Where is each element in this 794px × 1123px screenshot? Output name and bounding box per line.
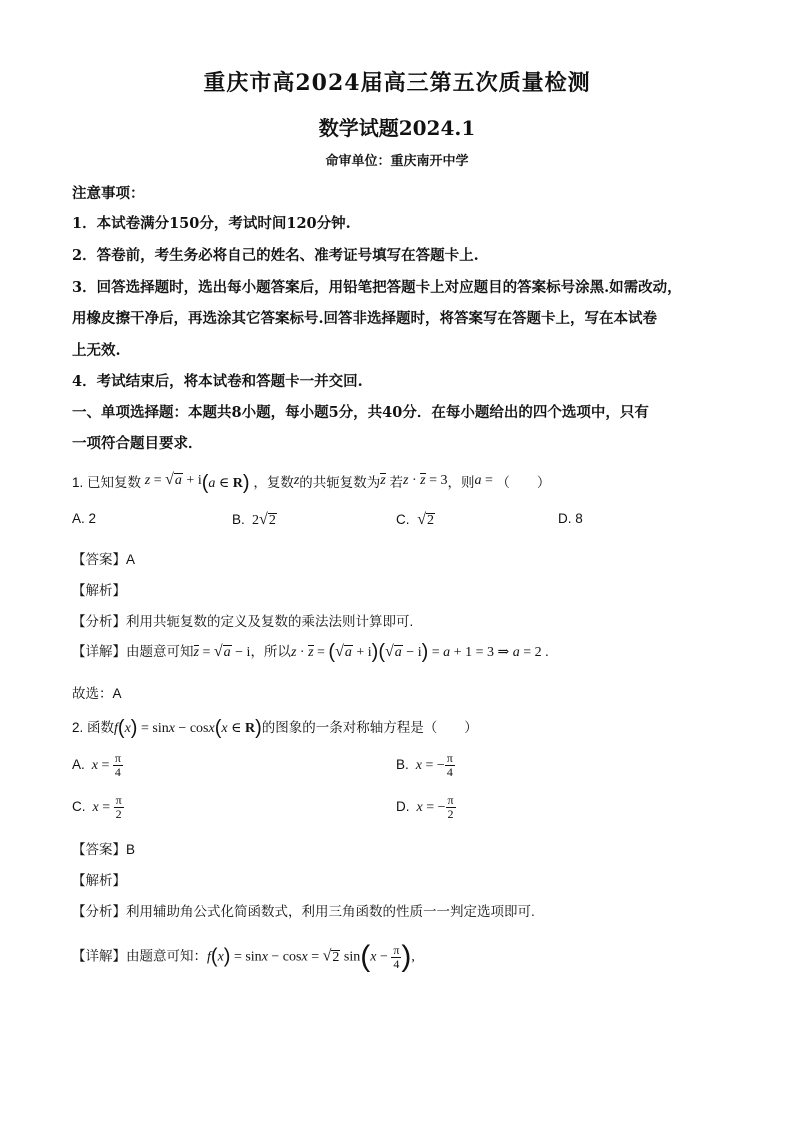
q2-detail: 【详解】由题意可知：f(x) = sinx − cosx = √2 sin(x − $\frac{\pi}{4}$ ),	[72, 940, 415, 973]
exam-author: 命审单位：重庆南开中学	[325, 154, 469, 169]
notice-item-3-end: 上无效.	[72, 342, 121, 359]
q1-detail: 【详解】由题意可知z = √a − i，所以z · z = (√a + i)(√a − i) = a + 1 = 3 ⇒ a = 2 .	[72, 640, 549, 663]
q1-option-d: D. 8	[558, 511, 583, 526]
q1-option-a: A. 2	[72, 511, 97, 526]
q1-fenxi: 【分析】利用共轭复数的定义及复数的乘法法则计算即可.	[72, 614, 414, 629]
q2-fenxi: 【分析】利用辅助角公式化简函数式，利用三角函数的性质一一判定选项即可.	[72, 904, 535, 919]
q1-stem: 1. 已知复数 z = √a + i(a ∈ R) ，复数z的共轭复数为z 若z · z = 3，则a = （ ）	[72, 471, 551, 494]
q1-analysis-label: 【解析】	[72, 583, 126, 598]
q2-stem: 2. 函数f(x) = sinx − cosx(x ∈ R)的图象的一条对称轴方程是（ ）	[72, 716, 478, 739]
q2-option-b: B. x = − $\frac{\pi}{4}$	[396, 751, 453, 779]
notice-item-1: 1．本试卷满分150分，考试时间120分钟.	[72, 215, 351, 232]
notice-heading: 注意事项：	[72, 185, 145, 202]
notice-item-2: 2．答卷前，考生务必将自己的姓名、准考证号填写在答题卡上.	[72, 247, 479, 264]
notice-item-3-cont: 用橡皮擦干净后，再选涂其它答案标号.回答非选择题时，将答案写在答题卡上，写在本试卷	[72, 310, 658, 327]
q2-analysis-label: 【解析】	[72, 873, 126, 888]
q2-option-c: C. x = $\frac{\pi}{2}$	[72, 793, 122, 821]
q1-option-b: B. 2√2	[232, 511, 276, 528]
q1-answer: 【答案】A	[72, 552, 136, 567]
q2-option-a: A. x = $\frac{\pi}{4}$	[72, 751, 121, 779]
section-heading-line2: 一项符合题目要求．	[72, 435, 203, 452]
q1-conclusion: 故选：A	[72, 686, 122, 701]
q1-option-c: C. √2	[396, 511, 435, 528]
exam-title: 重庆市高2024届高三第五次质量检测	[203, 70, 591, 96]
q2-option-d: D. x = − $\frac{\pi}{2}$	[396, 793, 454, 821]
q2-answer: 【答案】B	[72, 842, 136, 857]
notice-item-4: 4．考试结束后，将本试卷和答题卡一并交回.	[72, 373, 363, 390]
exam-subtitle: 数学试题2024.1	[318, 116, 476, 140]
section-heading-line1: 一、单项选择题：本题共8小题，每小题5分，共40分．在每小题给出的四个选项中，只有	[72, 404, 649, 421]
notice-item-3: 3．回答选择题时，选出每小题答案后，用铅笔把答题卡上对应题目的答案标号涂黑.如需改动，	[72, 279, 682, 296]
